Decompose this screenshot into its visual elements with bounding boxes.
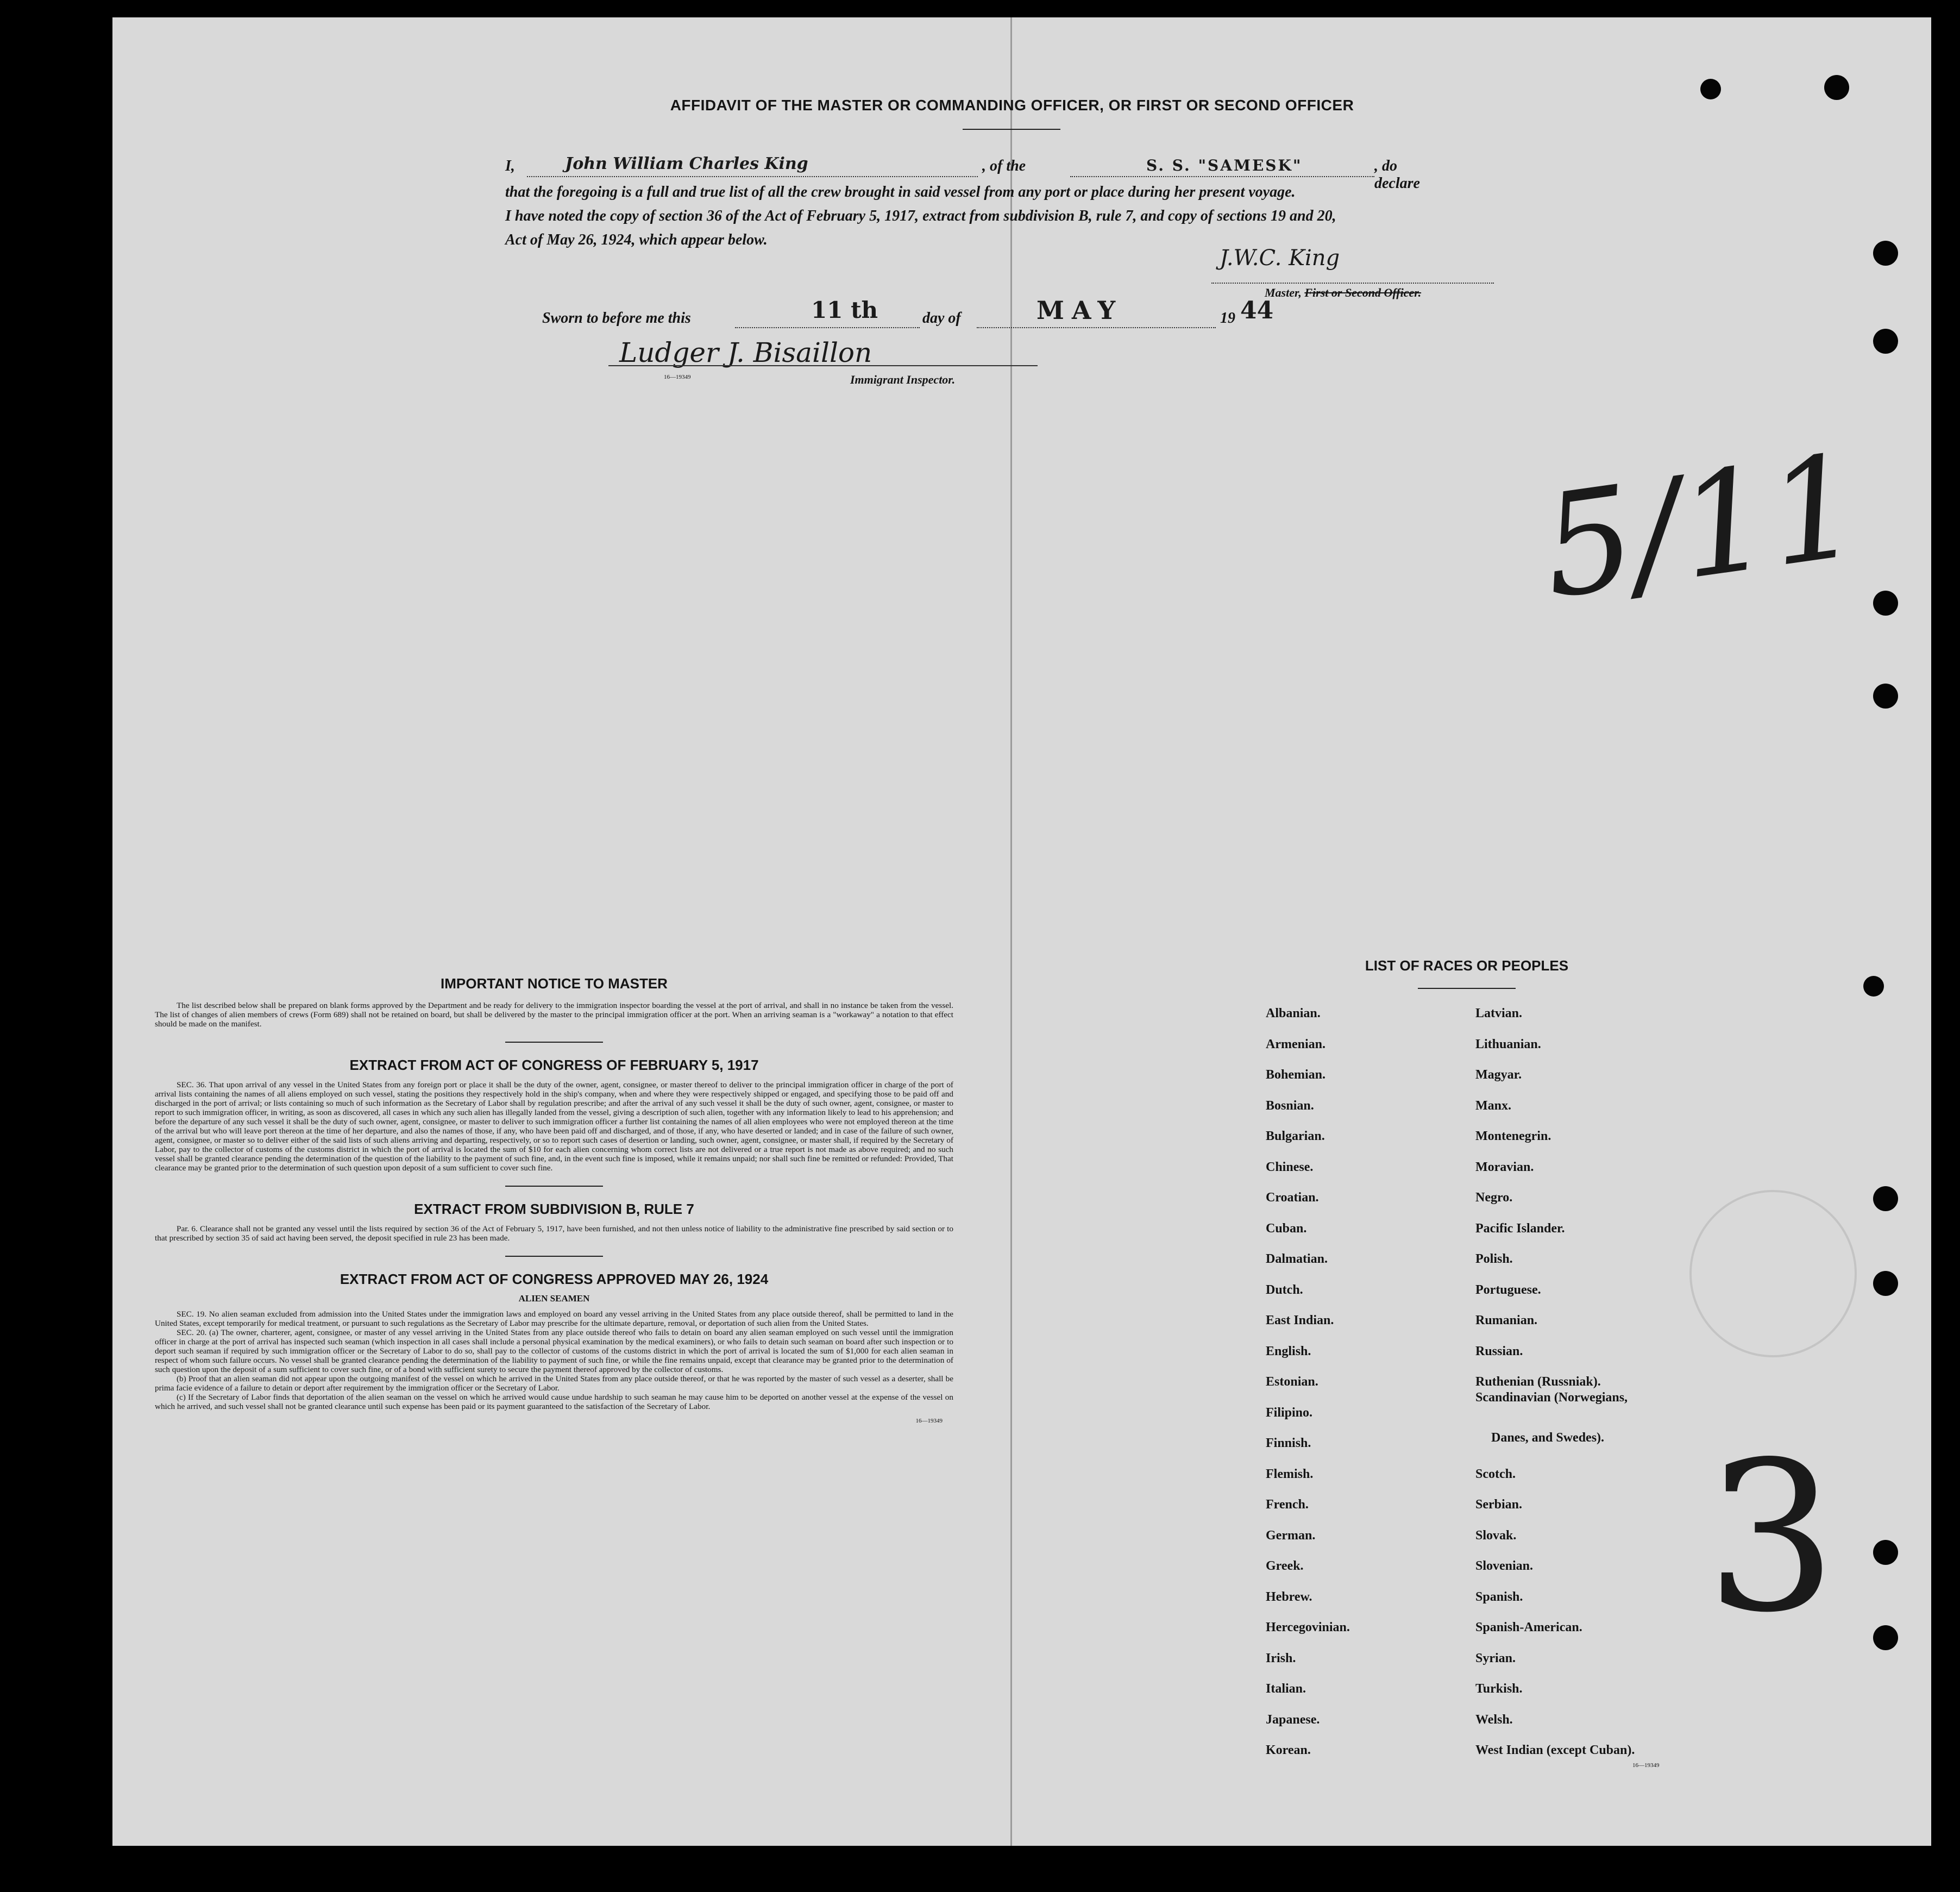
race-scandinavian-cont: Danes, and Swedes). [1491,1431,1605,1445]
inspector-label: Immigrant Inspector. [850,373,956,386]
master-name-field [527,154,978,177]
punch-hole [1873,241,1898,266]
act1917-text: SEC. 36. That upon arrival of any vessel in the United States from any foreign port or place it shall be the duty of the owner, agent, consignee, or master thereof to deliver to the principal immigration officer in charge of the port of arrival lists containing the names of all aliens employed on such vessel, stating the positions they respectively hold in the ship's company, when and where they were respectively shipped or engaged, and specifying those to be paid off and discharged in the port of arrival; or lists containing so much of such information as the Secretary of Labor shall by regulation prescribe; and after the arrival of any such vessel it shall be the duty of such owner, agent, consignee, or master to report to such immigration officer, in writing, as soon as discovered, all cases in which any such alien has illegally landed from the vessel, giving a description of such alien, together with any information likely to lead to his apprehension; and before the departure of any such vessel it shall be the duty of such owner, agent, consignee, or master to deliver to such immigration officer a further list containing the names of all alien employees who were not employed thereon at the time of the arrival but who will leave port thereon at the time of her departure, and also the names of those, if any, who have been paid off and discharged, and of those, if any, who have deserted or landed; and in case of the failure of such owner, agent, consignee, or master so to deliver either of the said lists of such aliens arriving and departing, respectively, or so to report such cases of desertion or landing, such owner, agent, consignee, or master shall, if required by the Secretary of Labor, pay to the collector of customs of the customs district in which the port of arrival is located the sum of $10 for each alien concerning whom correct lists are not delivered or a true report is not made as above required; and no such vessel shall be granted clearance pending the determination of the question of the liability to the payment of such fine, and, in the event such fine is imposed, while it remains unpaid; nor shall such fine be remitted or refunded: Provided, That clearance may be granted prior to the determination of such question upon deposit of a sum sufficient to cover such fine. [155,1080,953,1173]
race-item: Magyar. [1475,1068,1522,1082]
race-item: Chinese. [1266,1160,1314,1174]
race-item: Scotch. [1475,1467,1516,1481]
sworn-line [542,296,1303,337]
struck-roles: First or Second Officer. [1304,286,1422,299]
race-item: West Indian (except Cuban). [1475,1743,1635,1757]
race-item: Turkish. [1475,1682,1523,1696]
form-number-races: 16—19349 [1632,1762,1660,1769]
affidavit-title: AFFIDAVIT OF THE MASTER OR COMMANDING OFFICER, OR FIRST OR SECOND OFFICER [670,97,1354,114]
form-number-act: 16—19349 [915,1418,943,1424]
master-name-handwritten: John William Charles King [565,154,808,173]
act1924-sec20c: (c) If the Secretary of Labor finds that deportation of the alien seaman on the vessel on which he arrived would cause undue hardship to such seaman he may cause him to be deported on another vessel at the expense of the vessel on which he arrived, and such vessel shall not be granted clearance until such expense has been paid or its payment guaranteed to the satisfaction of the Secretary of Labor. [155,1393,953,1411]
race-item: Korean. [1266,1743,1311,1757]
race-item: Greek. [1266,1559,1304,1573]
notice-title: IMPORTANT NOTICE TO MASTER [441,975,668,992]
punch-hole [1873,1540,1898,1565]
punch-hole [1873,1271,1898,1296]
act1924-title: EXTRACT FROM ACT OF CONGRESS APPROVED MAY 26, 1924 [340,1271,769,1287]
vessel-field [1070,158,1374,177]
punch-hole [1873,591,1898,616]
race-item: Montenegrin. [1475,1129,1551,1143]
race-item: Bosnian. [1266,1099,1314,1113]
race-item: Portuguese. [1475,1283,1541,1297]
race-item: French. [1266,1498,1309,1512]
race-item: Albanian. [1266,1006,1321,1020]
document-page [112,17,1931,1846]
punch-hole [1873,1625,1898,1650]
race-item: Filipino. [1266,1406,1313,1420]
notice-text: The list described below shall be prepared on blank forms approved by the Department and be ready for delivery to the immigration inspector boarding the vessel at the port of arrival, and shall in no instance be taken from the vessel. The list of changes of alien members of crews (Form 689) shall not be retained on board, but shall be delivered by the master to the principal immigration officer at the port. When an arriving seaman is a "workaway" a notation to that effect should be made on the manifest. [155,1001,953,1029]
race-item: Croatian. [1266,1191,1319,1205]
year-handwritten: 44 [1240,297,1274,324]
race-item: Estonian. [1266,1375,1318,1389]
race-item: East Indian. [1266,1313,1334,1327]
do-declare-label: , do declare [1374,158,1420,192]
month-handwritten: MAY [1036,296,1123,325]
race-item: Armenian. [1266,1037,1325,1051]
race-item: Japanese. [1266,1713,1320,1727]
race-item: Lithuanian. [1475,1037,1541,1051]
race-item: Manx. [1475,1099,1511,1113]
race-item: Welsh. [1475,1713,1513,1727]
left-legal-column [155,975,953,1424]
inspector-signature: Ludger J. Bisaillon [619,337,872,368]
race-item: Serbian. [1475,1498,1523,1512]
act1924-sec19: SEC. 19. No alien seaman excluded from admission into the United States under the immigration laws and employed on board any vessel arriving in the United States from any place outside thereof, shall be permitted to land in the United States, except temporarily for medical treatment, or pursuant to such regulations as the Secretary of Labor may prescribe for the ultimate departure, removal, or deportation of such alien from the United States. [155,1310,953,1328]
race-item: Dalmatian. [1266,1252,1328,1266]
year-prefix: 19 [1220,310,1235,327]
race-item: Bulgarian. [1266,1129,1325,1143]
race-item: Bohemian. [1266,1068,1326,1082]
punch-hole [1824,75,1849,100]
race-item: Scandinavian (Norwegians, [1475,1390,1628,1405]
affidavit-line1 [505,154,1420,192]
of-the-label: , of the [982,158,1026,174]
race-item: Hercegovinian. [1266,1620,1350,1634]
day-of-label: day of [922,310,961,327]
affidavit-line3: I have noted the copy of section 36 of the Act of February 5, 1917, extract from subdivision B, rule 7, and copy of sections 19 and 20, [505,208,1336,224]
punch-hole [1873,1186,1898,1211]
race-item: Finnish. [1266,1436,1311,1450]
faint-seal-stamp [1689,1190,1857,1357]
section-rule [505,1042,603,1043]
affidavit-line4: Act of May 26, 1924, which appear below. [505,231,768,248]
master-role [1265,286,1421,300]
race-item: Italian. [1266,1682,1306,1696]
handwritten-date-annotation: 5/11 [1532,423,1870,631]
race-item: Flemish. [1266,1467,1314,1481]
race-item: Spanish-American. [1475,1620,1582,1634]
month-field [977,296,1216,328]
sworn-label: Sworn to before me this [542,310,691,327]
day-field [735,297,920,328]
rule7-title: EXTRACT FROM SUBDIVISION B, RULE 7 [414,1201,694,1217]
punch-hole [1863,976,1884,997]
race-item: Moravian. [1475,1160,1534,1174]
punch-hole [1700,79,1721,99]
race-item: German. [1266,1528,1316,1543]
race-item: Hebrew. [1266,1590,1312,1604]
center-fold [1010,17,1012,1846]
race-item: English. [1266,1344,1311,1358]
race-item: Latvian. [1475,1006,1523,1020]
race-item: Negro. [1475,1191,1513,1205]
race-item: Dutch. [1266,1283,1303,1297]
handwritten-page-number: 3 [1706,1417,1837,1658]
inspector-signature-line [608,365,1038,366]
day-handwritten: 11 th [811,297,878,323]
punch-hole [1873,684,1898,709]
race-item: Irish. [1266,1651,1296,1665]
race-item: Pacific Islander. [1475,1221,1565,1236]
master-signature: J.W.C. King [1220,246,1340,271]
form-number-left: 16—19349 [664,374,691,380]
act1924-sec20a: SEC. 20. (a) The owner, charterer, agent, consignee, or master of any vessel arriving in the United States from any place outside thereof who fails to detain on board any alien seaman employed on such vessel until the immigration officer in charge at the port of arrival has inspected such seaman (which inspection in all cases shall include a personal physical examination by the medical examiners), or who fails to detain such seaman on board after such inspection or to deport such seaman if required by such immigration officer or the Secretary of Labor to do so, shall pay to the collector of customs of the customs district in which the port of arrival is located the sum of $1,000 for each alien seaman in respect of whom such failure occurs. No vessel shall be granted clearance pending the determination of the liability to payment of such fine, or while the fine remains unpaid, except that clearance may be granted prior to the determination of such question upon the deposit of a sum sufficient to cover such fine, or of a bond with sufficient surety to secure the payment thereof approved by the collector of customs. [155,1328,953,1374]
races-title: LIST OF RACES OR PEOPLES [1365,957,1569,974]
act1917-title: EXTRACT FROM ACT OF CONGRESS OF FEBRUARY 5, 1917 [349,1057,759,1073]
section-rule [505,1186,603,1187]
race-item: Russian. [1475,1344,1523,1358]
race-item: Cuban. [1266,1221,1307,1236]
section-rule [505,1256,603,1257]
act1924-subtitle: ALIEN SEAMEN [518,1293,590,1304]
affidavit-line2: that the foregoing is a full and true list of all the crew brought in said vessel from any port or place during her present voyage. [505,184,1296,201]
race-item: Polish. [1475,1252,1513,1266]
race-item: Slovak. [1475,1528,1517,1543]
i-label: I, [505,158,515,174]
master-role-label: Master, [1265,286,1302,299]
race-item: Slovenian. [1475,1559,1534,1573]
race-item: Rumanian. [1475,1313,1538,1327]
race-item: Ruthenian (Russniak). [1475,1375,1601,1389]
race-item: Syrian. [1475,1651,1516,1665]
rule7-text: Par. 6. Clearance shall not be granted any vessel until the lists required by section 36 of the Act of February 5, 1917, have been furnished, and not then unless notice of liability to the administrative fine prescribed by said section or to that prescribed by section 35 of said act having been served, the deposit specified in rule 23 has been made. [155,1224,953,1243]
race-item: Spanish. [1475,1590,1523,1604]
title-rule [963,129,1060,130]
punch-hole [1873,329,1898,354]
vessel-handwritten: S. S. "SAMESK" [1146,156,1303,174]
act1924-sec20b: (b) Proof that an alien seaman did not appear upon the outgoing manifest of the vessel on which he arrived in the United States from any place outside thereof, or that he was reported by the master of such vessel as a deserter, shall be prima facie evidence of a failure to detain or deport after requirement by the immigration officer or the Secretary of Labor. [155,1374,953,1393]
races-title-rule [1418,988,1516,989]
